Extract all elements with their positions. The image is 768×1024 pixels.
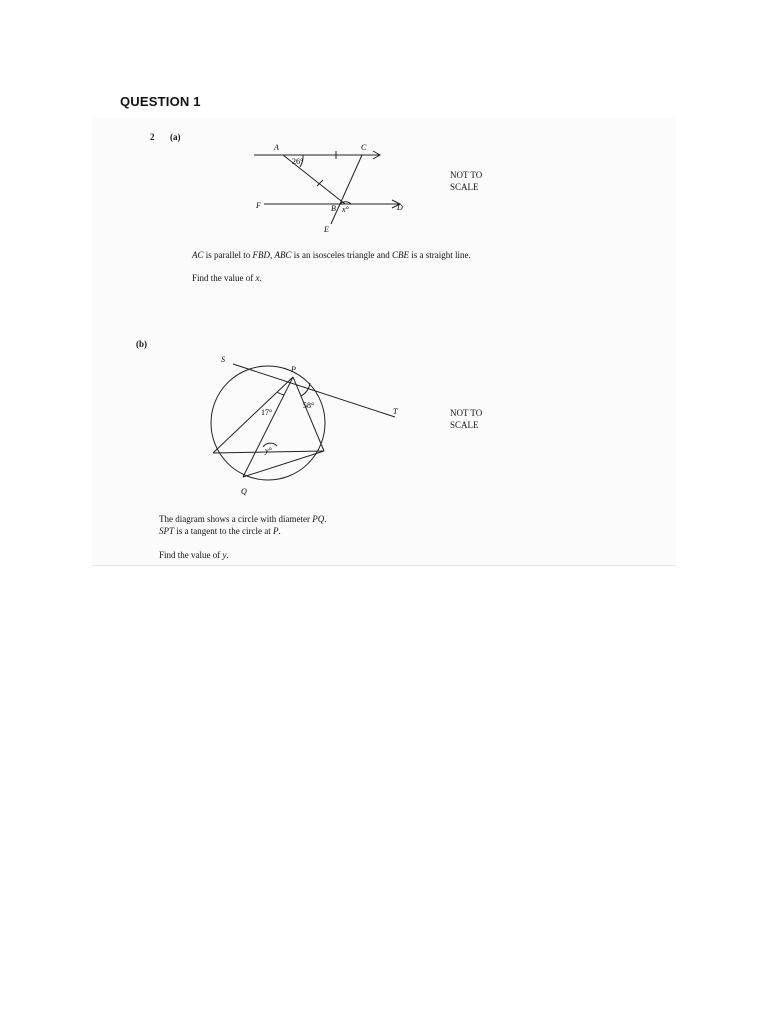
part-a-question: Find the value of x. xyxy=(192,273,262,283)
angle-26-label: 26° xyxy=(292,157,304,166)
part-b-question: Find the value of y. xyxy=(159,550,229,560)
part-a-statement: AC is parallel to FBD, ABC is an isosceles triangle and CBE is a straight line. xyxy=(192,250,471,260)
point-c-label: C xyxy=(361,143,367,152)
point-s-label: S xyxy=(221,355,225,364)
part-b-label: (b) xyxy=(136,339,147,349)
point-b-label: B xyxy=(331,204,336,213)
part-a-label: (a) xyxy=(170,132,181,142)
circle xyxy=(211,366,325,480)
parallel-lines-diagram xyxy=(250,140,420,240)
part-b-statement-2: SPT is a tangent to the circle at P. xyxy=(159,526,281,536)
angle-y-label: y° xyxy=(265,446,272,455)
chord-p-left xyxy=(213,377,293,453)
point-q-label: Q xyxy=(241,487,247,496)
chord-q-right xyxy=(243,451,324,477)
question-heading: QUESTION 1 xyxy=(120,94,201,109)
part-b-not-to-scale-line1: NOT TO xyxy=(450,408,483,418)
angle-58-label: 58° xyxy=(303,401,315,410)
part-a-not-to-scale-line2: SCALE xyxy=(450,182,479,192)
arc-angle-17 xyxy=(277,392,284,395)
part-a-not-to-scale-line1: NOT TO xyxy=(450,170,483,180)
point-d-label: D xyxy=(397,203,403,212)
arc-angle-58 xyxy=(301,383,310,396)
diameter-pq xyxy=(243,377,293,477)
part-b-not-to-scale-line2: SCALE xyxy=(450,420,479,430)
angle-17-label: 17° xyxy=(261,408,273,417)
part-b-statement-1: The diagram shows a circle with diameter PQ. xyxy=(159,514,327,524)
point-f-label: F xyxy=(256,201,261,210)
point-e-label: E xyxy=(324,225,329,234)
scan-bottom-edge xyxy=(92,565,676,566)
angle-x-label: x° xyxy=(342,205,349,214)
point-t-label: T xyxy=(393,407,398,416)
point-a-label: A xyxy=(274,143,279,152)
question-number: 2 xyxy=(150,132,155,142)
point-p-label: P xyxy=(291,365,296,374)
circle-tangent-diagram xyxy=(205,350,405,500)
